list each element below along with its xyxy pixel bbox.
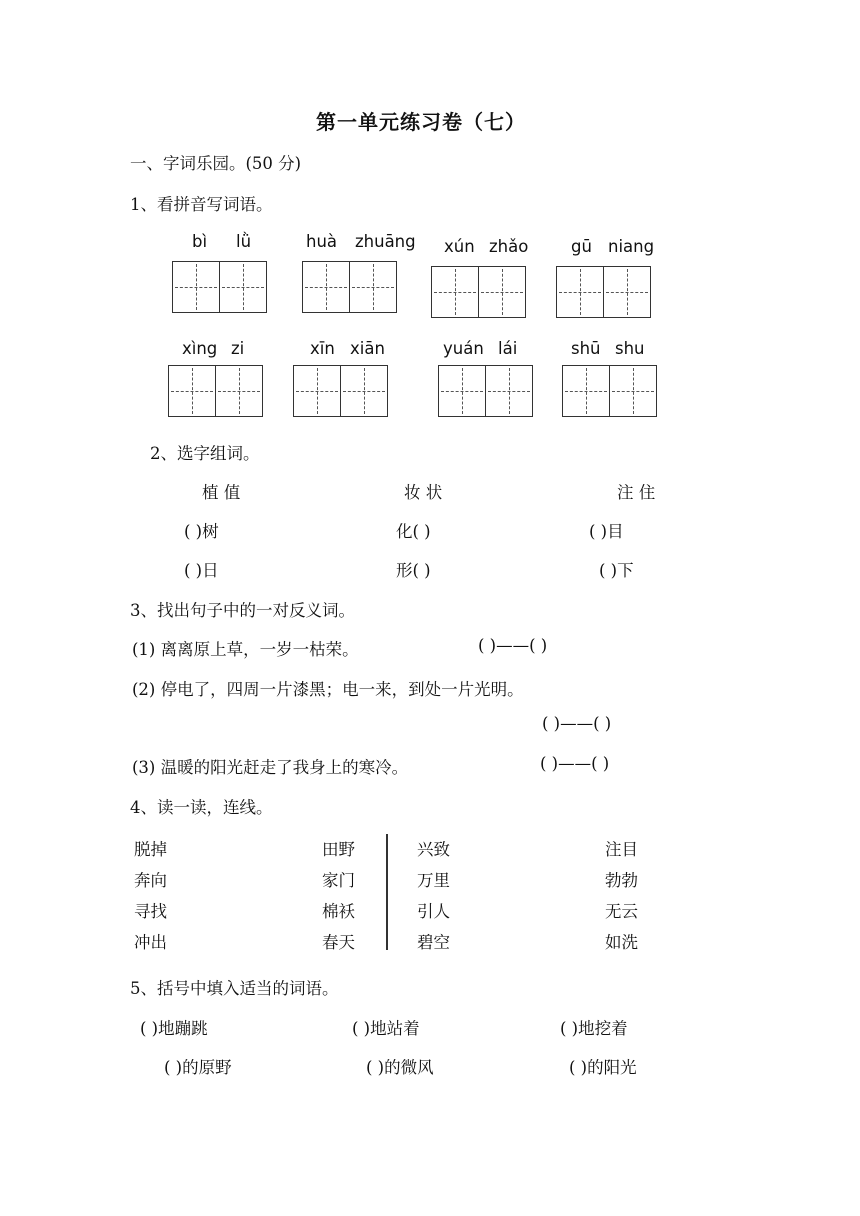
- fill-blank[interactable]: ( )的原野: [164, 1058, 232, 1077]
- fill-blank[interactable]: ( )地挖着: [560, 1019, 628, 1038]
- writing-grid[interactable]: [562, 365, 655, 417]
- pinyin: zi: [231, 339, 245, 358]
- match-word[interactable]: 棉袄: [322, 902, 355, 921]
- pinyin: gū: [571, 237, 592, 256]
- match-word[interactable]: 万里: [417, 871, 450, 890]
- match-word[interactable]: 碧空: [417, 933, 450, 952]
- char-options: 注 住: [617, 483, 656, 502]
- writing-grid[interactable]: [302, 261, 395, 313]
- antonym-blank[interactable]: ( )——( ): [540, 754, 610, 773]
- writing-grid[interactable]: [556, 266, 649, 318]
- fill-blank[interactable]: ( )地站着: [352, 1019, 420, 1038]
- writing-grid[interactable]: [293, 365, 386, 417]
- q3-sentence: (3) 温暖的阳光赶走了我身上的寒冷。: [132, 758, 409, 777]
- q3-sentence: (2) 停电了，四周一片漆黑；电一来，到处一片光明。: [132, 680, 524, 699]
- char-options: 妆 状: [404, 483, 443, 502]
- antonym-blank[interactable]: ( )——( ): [542, 714, 612, 733]
- pinyin: lái: [498, 339, 518, 358]
- q5-heading: 5、括号中填入适当的词语。: [130, 979, 339, 998]
- match-word[interactable]: 春天: [322, 933, 355, 952]
- match-word[interactable]: 无云: [605, 902, 638, 921]
- match-word[interactable]: 冲出: [134, 933, 167, 952]
- page-title: 第一单元练习卷（七）: [316, 110, 526, 134]
- section-heading: 一、字词乐园。(50 分): [130, 154, 302, 173]
- match-word[interactable]: 引人: [417, 902, 450, 921]
- q4-heading: 4、读一读，连线。: [130, 798, 273, 817]
- match-word[interactable]: 如洗: [605, 933, 638, 952]
- q3-heading: 3、找出句子中的一对反义词。: [130, 601, 355, 620]
- fill-blank[interactable]: ( )地蹦跳: [140, 1019, 208, 1038]
- pinyin: zhǎo: [489, 237, 529, 256]
- pinyin: shū: [571, 339, 601, 358]
- antonym-blank[interactable]: ( )——( ): [478, 636, 548, 655]
- match-word[interactable]: 注目: [605, 840, 638, 859]
- fill-blank[interactable]: 化( ): [396, 522, 431, 541]
- match-word[interactable]: 寻找: [134, 902, 167, 921]
- fill-blank[interactable]: ( )目: [589, 522, 624, 541]
- match-word[interactable]: 奔向: [134, 871, 167, 890]
- match-word[interactable]: 脱掉: [134, 840, 167, 859]
- writing-grid[interactable]: [438, 365, 531, 417]
- fill-blank[interactable]: ( )树: [184, 522, 219, 541]
- pinyin: xìng: [182, 339, 218, 358]
- q1-heading: 1、看拼音写词语。: [130, 195, 273, 214]
- fill-blank[interactable]: ( )的微风: [366, 1058, 434, 1077]
- pinyin: xīn: [310, 339, 335, 358]
- fill-blank[interactable]: ( )下: [599, 561, 634, 580]
- fill-blank[interactable]: ( )日: [184, 561, 219, 580]
- q2-heading: 2、选字组词。: [150, 444, 260, 463]
- fill-blank[interactable]: 形( ): [396, 561, 431, 580]
- pinyin: xiān: [350, 339, 385, 358]
- char-options: 植 值: [202, 483, 241, 502]
- pinyin: bì: [192, 232, 208, 251]
- match-word[interactable]: 田野: [322, 840, 355, 859]
- fill-blank[interactable]: ( )的阳光: [569, 1058, 637, 1077]
- pinyin: niang: [608, 237, 655, 256]
- writing-grid[interactable]: [168, 365, 261, 417]
- match-word[interactable]: 兴致: [417, 840, 450, 859]
- q3-sentence: (1) 离离原上草，一岁一枯荣。: [132, 640, 359, 659]
- pinyin: shu: [615, 339, 645, 358]
- column-divider: [386, 834, 388, 950]
- match-word[interactable]: 勃勃: [605, 871, 638, 890]
- pinyin: lǜ: [236, 232, 252, 251]
- pinyin: huà: [306, 232, 338, 251]
- pinyin: xún: [444, 237, 475, 256]
- pinyin: zhuāng: [355, 232, 416, 251]
- pinyin: yuán: [443, 339, 484, 358]
- match-word[interactable]: 家门: [322, 871, 355, 890]
- writing-grid[interactable]: [431, 266, 524, 318]
- writing-grid[interactable]: [172, 261, 265, 313]
